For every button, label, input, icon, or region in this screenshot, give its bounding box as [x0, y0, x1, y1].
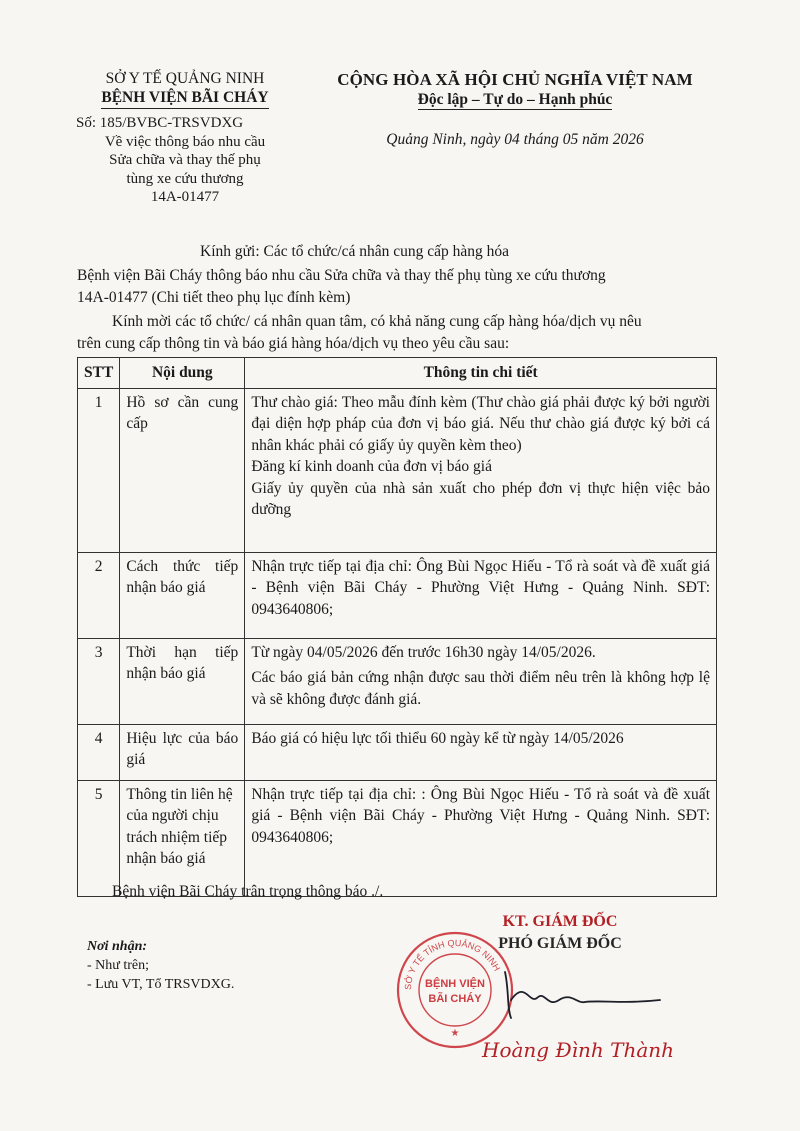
subject-line-4: 14A-01477: [150, 189, 220, 205]
row-stt: 3: [78, 638, 120, 724]
info-line: Nhận trực tiếp tại địa chỉ: : Ông Bùi Ngọc Hiếu - Tổ rà soát và đề xuất giá - Bệnh viện Bãi Cháy - Phường Việt Hưng - Quảng Ninh. SĐT: 0943640806;: [251, 785, 710, 846]
info-line: Từ ngày 04/05/2026 đến trước 16h30 ngày 14/05/2026.: [251, 643, 596, 661]
row-info: [245, 780, 717, 896]
signature-title-1: KT. GIÁM ĐỐC: [502, 913, 618, 930]
intro-line-2: 14A-01477 (Chi tiết theo phụ lục đính kèm): [77, 289, 351, 306]
invite-line-2: trên cung cấp thông tin và báo giá hàng hóa/dịch vụ theo yêu cầu sau:: [77, 335, 510, 352]
info-line: Các báo giá bản cứng nhận được sau thời điểm nêu trên là không hợp lệ và sẽ không được đánh giá.: [251, 669, 710, 708]
info-line: Đăng kí kinh doanh của đơn vị báo giá: [251, 458, 492, 475]
motto-text: Độc lập – Tự do – Hạnh phúc: [417, 91, 613, 108]
table-row: [78, 388, 717, 552]
stamp-star-icon: ★: [450, 1028, 460, 1039]
department-name: SỞ Y TẾ QUẢNG NINH: [105, 70, 265, 87]
document-number: Số: 185/BVBC-TRSVDXG: [76, 115, 244, 131]
table-row: [78, 724, 717, 780]
row-info: [245, 552, 717, 638]
info-line: Giấy ủy quyền của nhà sản xuất cho phép đơn vị thực hiện việc bảo dưỡng: [251, 479, 710, 518]
intro-text: [77, 265, 737, 309]
issue-date: Quảng Ninh, ngày 04 tháng 05 năm 2026: [386, 131, 644, 148]
row-content: Hiệu lực của báo giá: [120, 724, 245, 780]
header-content: Nội dung: [120, 358, 245, 389]
header-stt: STT: [78, 358, 120, 389]
table-row: [78, 780, 717, 896]
handwritten-signature: [485, 960, 685, 1030]
row-stt: 2: [78, 552, 120, 638]
info-line: Thư chào giá: Theo mẫu đính kèm (Thư chào giá phải được ký bởi người đại diện hợp pháp của đơn vị báo giá. Nếu thư chào giá được ký bởi cá nhân khác phải có giấy ủy quyền kèm theo): [251, 393, 710, 454]
table-header-row: [78, 358, 717, 389]
stamp-center-2: BÃI CHÁY: [428, 993, 482, 1005]
stamp-ring-text: SỞ Y TẾ TỈNH QUẢNG NINH: [402, 937, 503, 991]
invitation-text: [77, 311, 737, 355]
row-content: Thông tin liên hệ của người chịu trách nhiệm tiếp nhận báo giá: [120, 780, 245, 896]
national-motto: [310, 91, 720, 109]
subject-line-2: Sửa chữa và thay thế phụ: [109, 152, 261, 168]
row-content: Cách thức tiếp nhận báo giá: [120, 552, 245, 638]
row-info: [245, 388, 717, 552]
signer-name: Hoàng Đình Thành: [482, 1038, 675, 1062]
hospital-name: BỆNH VIỆN BÃI CHÁY: [101, 89, 268, 110]
subject-line-3: tùng xe cứu thương: [126, 170, 244, 187]
row-content: Thời hạn tiếp nhận báo giá: [120, 638, 245, 724]
requirements-table: [77, 357, 717, 897]
right-header: [310, 70, 720, 149]
recipients-label: Nơi nhận:: [87, 939, 148, 954]
table-row: [78, 552, 717, 638]
intro-line-1: Bệnh viện Bãi Cháy thông báo nhu cầu Sửa chữa và thay thế phụ tùng xe cứu thương: [77, 267, 606, 284]
left-header: [60, 70, 310, 207]
subject-line-1: Về việc thông báo nhu cầu: [104, 133, 266, 150]
signature-title-2: PHÓ GIÁM ĐỐC: [498, 935, 622, 952]
stamp-center-1: BỆNH VIỆN: [425, 978, 485, 990]
header-info: Thông tin chi tiết: [245, 358, 717, 389]
info-line: Báo giá có hiệu lực tối thiểu 60 ngày kể từ ngày 14/05/2026: [251, 729, 624, 747]
recipients-block: [87, 937, 234, 994]
recipient-line: - Lưu VT, Tổ TRSVDXG.: [87, 977, 235, 992]
invite-line-1: Kính mời các tổ chức/ cá nhân quan tâm, có khả năng cung cấp hàng hóa/dịch vụ nêu: [112, 313, 642, 330]
row-info: [245, 724, 717, 780]
greeting: Kính gửi: Các tổ chức/cá nhân cung cấp hàng hóa: [200, 243, 510, 260]
row-stt: 5: [78, 780, 120, 896]
row-content: Hồ sơ cần cung cấp: [120, 388, 245, 552]
row-info: [245, 638, 717, 724]
info-line: Nhận trực tiếp tại địa chỉ: Ông Bùi Ngọc Hiếu - Tổ rà soát và đề xuất giá - Bệnh viện Bãi Cháy - Phường Việt Hưng - Quảng Ninh. SĐT: 0943640806;: [251, 557, 710, 618]
closing-line: Bệnh viện Bãi Cháy trân trọng thông báo ./.: [112, 883, 384, 900]
row-stt: 4: [78, 724, 120, 780]
table-row: [78, 638, 717, 724]
row-stt: 1: [78, 388, 120, 552]
national-title: CỘNG HÒA XÃ HỘI CHỦ NGHĨA VIỆT NAM: [337, 70, 693, 89]
recipient-line: - Như trên;: [87, 958, 150, 973]
